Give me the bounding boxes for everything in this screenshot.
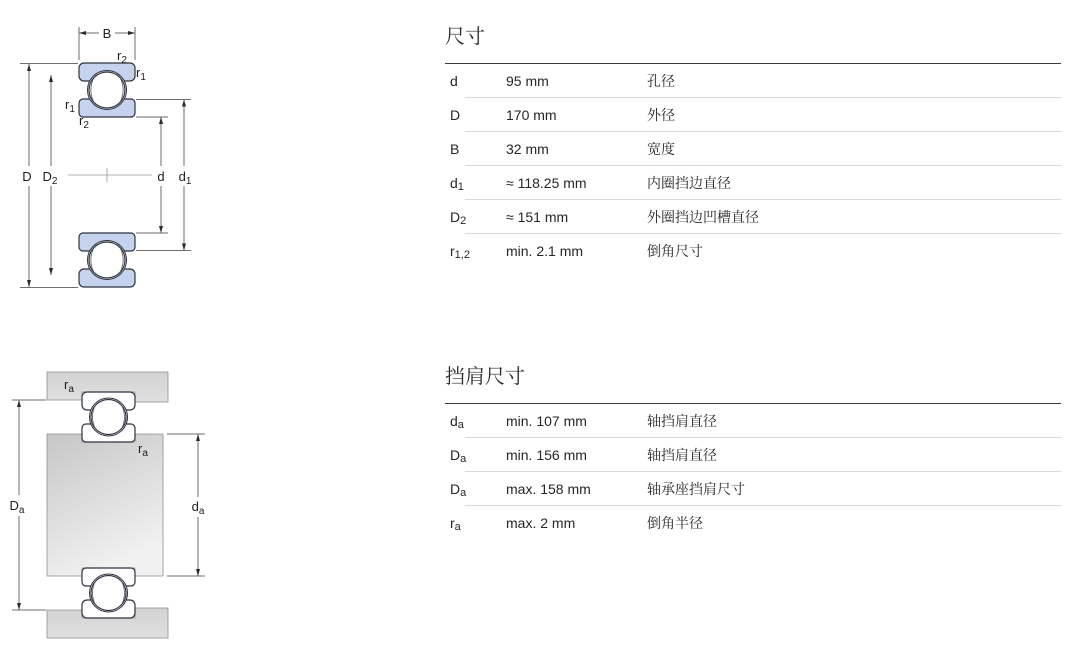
description-cell: 孔径 [647, 72, 675, 89]
description-cell: 倒角半径 [647, 514, 703, 531]
value-cell: max. 158 mm [506, 480, 591, 497]
symbol-cell: $D_a$ [450, 480, 467, 499]
symbol-cell: $d_a$ [450, 412, 464, 431]
symbol-cell: $r_a$ [450, 514, 461, 533]
abutment-panel [445, 364, 1061, 539]
value-cell: 170 mm [506, 106, 557, 123]
ball-bottom [89, 242, 125, 278]
table-row [445, 132, 1061, 165]
dim-label-d1: $d_1$ [178, 169, 192, 187]
description-cell: 轴承座挡肩尺寸 [647, 480, 745, 497]
symbol-cell: $r_{1,2}$ [450, 242, 470, 261]
description-cell: 内圈挡边直径 [647, 174, 731, 191]
description-cell: 外圈挡边凹槽直径 [647, 208, 759, 225]
symbol-cell: D [450, 106, 461, 123]
bearing-section-top [82, 392, 135, 442]
dimensions-panel [445, 24, 1061, 267]
value-cell: min. 107 mm [506, 412, 587, 429]
dim-label-Da: $D_a$ [9, 498, 25, 516]
dim-label-da: $d_a$ [191, 499, 205, 517]
description-cell: 倒角尺寸 [647, 242, 703, 259]
symbol-cell: d [450, 72, 458, 89]
value-cell: min. 156 mm [506, 446, 587, 463]
value-cell: max. 2 mm [506, 514, 576, 531]
dim-label-r2-top: $r_2$ [117, 48, 127, 66]
dim-label-d: d [157, 169, 165, 184]
symbol-cell: $D_2$ [450, 208, 467, 227]
description-cell: 轴挡肩直径 [647, 446, 717, 463]
table-row [445, 200, 1061, 233]
dim-label-r1-right: $r_1$ [136, 65, 146, 83]
table-row [445, 166, 1061, 199]
value-cell: min. 2.1 mm [506, 242, 584, 259]
value-cell: 95 mm [506, 72, 549, 89]
table-row [445, 438, 1061, 471]
bearing-section-bottom [82, 568, 135, 618]
table-row [445, 404, 1061, 437]
dim-label-ra-right: $r_a$ [138, 441, 148, 459]
symbol-cell: B [450, 140, 460, 157]
value-cell: 32 mm [506, 140, 549, 157]
dim-label-b: B [102, 26, 112, 41]
dim-label-ra-top: $r_a$ [64, 377, 74, 395]
ball-bottom [91, 576, 126, 611]
dim-label-D: D [22, 169, 32, 184]
description-cell: 宽度 [647, 140, 675, 157]
section-title-abutment: 挡肩尺寸 [445, 366, 525, 388]
bearing-cross-section-diagram [0, 0, 235, 330]
description-cell: 轴挡肩直径 [647, 412, 717, 429]
dim-label-r2-left: $r_2$ [79, 113, 89, 131]
value-cell: ≈ 151 mm [506, 208, 569, 225]
table-row [445, 506, 1061, 539]
description-cell: 外径 [647, 106, 675, 123]
table-row [445, 234, 1061, 267]
dim-label-r1-left: $r_1$ [65, 97, 75, 115]
ball-top [89, 72, 125, 108]
table-row [445, 98, 1061, 131]
table-row [445, 64, 1061, 97]
symbol-cell: $D_a$ [450, 446, 467, 465]
bearing-mounting-diagram [0, 355, 235, 655]
dim-label-D2: $D_2$ [42, 169, 58, 187]
section-title-dimensions: 尺寸 [445, 26, 485, 48]
table-row [445, 472, 1061, 505]
symbol-cell: $d_1$ [450, 174, 464, 193]
value-cell: ≈ 118.25 mm [506, 174, 587, 191]
ball-top [91, 400, 126, 435]
